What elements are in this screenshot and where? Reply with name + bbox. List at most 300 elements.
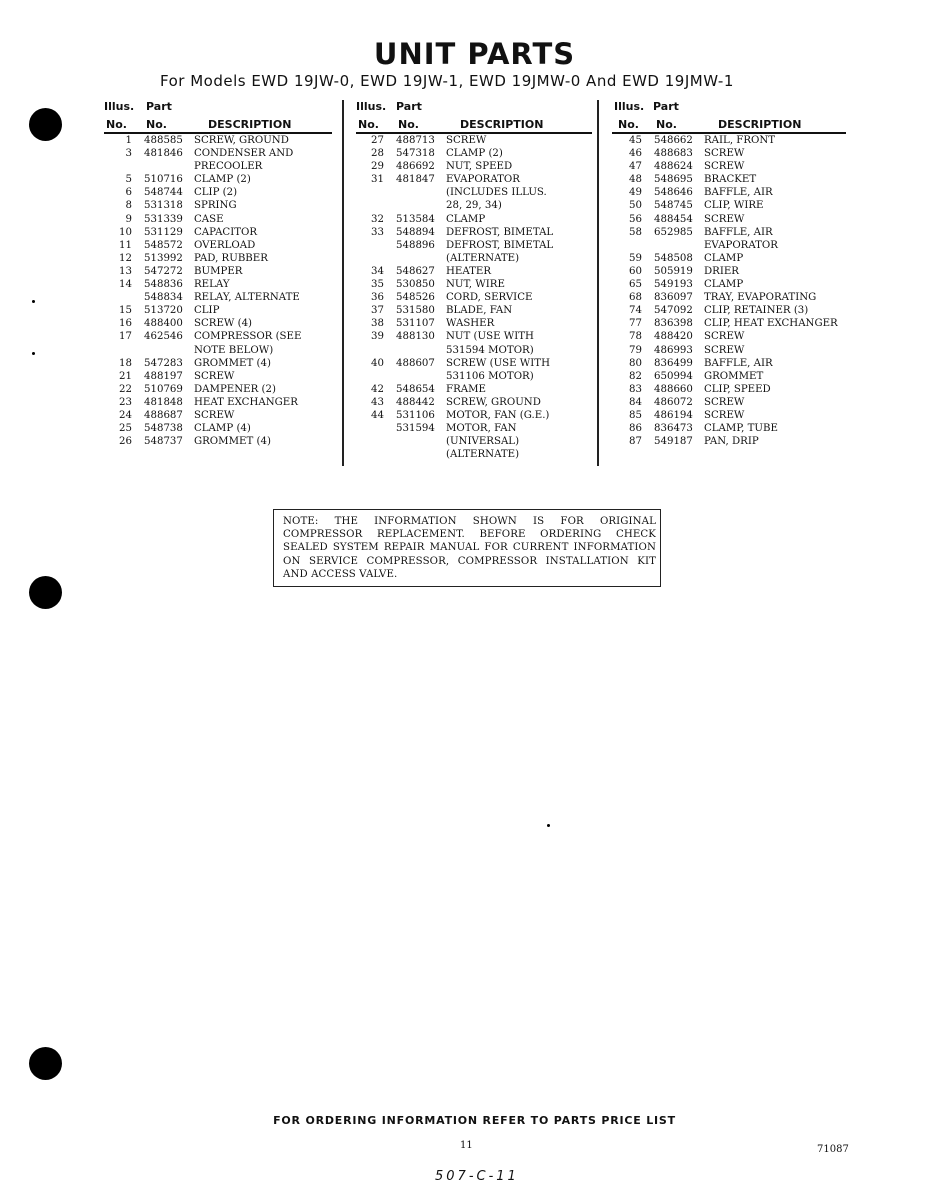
- part-description: SCREW: [446, 135, 487, 146]
- part-description: (ALTERNATE): [446, 252, 520, 264]
- illus-number: 47: [629, 161, 642, 173]
- part-description: CLAMP, TUBE: [704, 423, 778, 435]
- illus-number: 21: [119, 370, 132, 382]
- illus-number: 26: [119, 436, 132, 448]
- column-header: [104, 100, 332, 134]
- part-description: GROMMET (4): [194, 436, 271, 448]
- illus-number: 49: [629, 187, 642, 199]
- parts-row: [104, 160, 332, 173]
- parts-row: [356, 173, 592, 186]
- part-number: 486072: [654, 396, 693, 408]
- part-number: 531318: [144, 200, 183, 212]
- parts-row: [104, 357, 332, 370]
- part-description: CLAMP (2): [446, 148, 503, 160]
- part-number: 486194: [654, 409, 693, 421]
- page-number: 11: [460, 1140, 473, 1151]
- illus-number: 45: [629, 135, 642, 146]
- illus-number: 36: [371, 292, 384, 304]
- part-description: FRAME: [446, 383, 486, 395]
- parts-column-2: [356, 100, 592, 461]
- parts-row: [356, 213, 592, 226]
- part-description: NUT (USE WITH: [446, 331, 534, 343]
- parts-row: [612, 213, 848, 226]
- illus-number: 77: [629, 318, 642, 330]
- part-description: PRECOOLER: [194, 161, 263, 173]
- parts-row: [104, 265, 332, 278]
- parts-column-3: [612, 100, 848, 448]
- part-number: 650994: [654, 370, 693, 382]
- parts-rows: [356, 134, 592, 461]
- parts-row: [104, 370, 332, 383]
- illus-number: 43: [371, 396, 384, 408]
- part-description: PAN, DRIP: [704, 436, 759, 448]
- part-number: 488660: [654, 383, 693, 395]
- parts-row: [356, 134, 592, 147]
- illus-number: 34: [371, 265, 384, 277]
- part-description: HEAT EXCHANGER: [194, 396, 298, 408]
- illus-number: 22: [119, 383, 132, 395]
- part-number: 549187: [654, 436, 693, 448]
- part-description: RELAY: [194, 279, 230, 291]
- part-no-header: No.: [398, 118, 419, 131]
- illus-number: 16: [119, 318, 132, 330]
- parts-row: [356, 252, 592, 265]
- part-description: BAFFLE, AIR: [704, 187, 773, 199]
- part-number: 481848: [144, 396, 183, 408]
- parts-row: [612, 383, 848, 396]
- part-description: CORD, SERVICE: [446, 292, 533, 304]
- part-description: DRIER: [704, 265, 739, 277]
- illus-number: 37: [371, 305, 384, 317]
- illus-number: 5: [125, 174, 132, 186]
- parts-row: [356, 383, 592, 396]
- part-description: CLIP, SPEED: [704, 383, 771, 395]
- illus-no-header: No.: [106, 118, 127, 131]
- part-number: 549193: [654, 279, 693, 291]
- parts-row: [104, 396, 332, 409]
- scan-speck: [547, 824, 550, 827]
- part-number: 531339: [144, 213, 183, 225]
- parts-row: [612, 396, 848, 409]
- illus-header-top: Illus.: [356, 100, 387, 113]
- illus-number: 17: [119, 331, 132, 343]
- illus-no-header: No.: [618, 118, 639, 131]
- illus-number: 60: [629, 265, 642, 277]
- illus-number: 74: [629, 305, 642, 317]
- part-description: SCREW, GROUND: [194, 135, 289, 146]
- illus-no-header: No.: [358, 118, 379, 131]
- part-number: 513992: [144, 252, 183, 264]
- part-number: 510716: [144, 174, 183, 186]
- part-description: CLIP (2): [194, 187, 238, 199]
- illus-number: 24: [119, 409, 132, 421]
- part-description: RAIL, FRONT: [704, 135, 776, 146]
- illus-number: 84: [629, 396, 642, 408]
- part-description: CLAMP: [446, 213, 486, 225]
- illus-number: 13: [119, 265, 132, 277]
- scan-speck: [32, 300, 35, 303]
- parts-row: [104, 383, 332, 396]
- column-header: [612, 100, 848, 134]
- illus-number: 6: [125, 187, 132, 199]
- parts-row: [612, 186, 848, 199]
- column-divider: [342, 100, 344, 466]
- parts-row: [104, 134, 332, 147]
- part-number: 510769: [144, 383, 183, 395]
- part-number: 530850: [396, 279, 435, 291]
- parts-row: [612, 239, 848, 252]
- parts-row: [356, 370, 592, 383]
- parts-row: [104, 239, 332, 252]
- part-number: 488713: [396, 135, 435, 146]
- illus-number: 11: [119, 239, 132, 251]
- parts-row: [612, 291, 848, 304]
- part-number: 548834: [144, 292, 183, 304]
- parts-row: [356, 199, 592, 212]
- part-description: SCREW (USE WITH: [446, 357, 550, 369]
- part-number: 548662: [654, 135, 693, 146]
- part-description: SCREW: [704, 396, 745, 408]
- part-description: SCREW (4): [194, 318, 253, 330]
- part-description: BLADE, FAN: [446, 305, 513, 317]
- part-number: 548526: [396, 292, 435, 304]
- parts-row: [356, 344, 592, 357]
- illus-number: 31: [371, 174, 384, 186]
- parts-row: [104, 252, 332, 265]
- part-no-header: No.: [146, 118, 167, 131]
- part-number: 531107: [396, 318, 435, 330]
- part-description: SCREW: [194, 370, 235, 382]
- parts-row: [612, 160, 848, 173]
- part-description: BAFFLE, AIR: [704, 226, 773, 238]
- part-description: NOTE BELOW): [194, 344, 274, 356]
- illus-number: 83: [629, 383, 642, 395]
- part-number: 531129: [144, 226, 183, 238]
- part-description: BAFFLE, AIR: [704, 357, 773, 369]
- parts-row: [612, 435, 848, 448]
- illus-number: 65: [629, 279, 642, 291]
- illus-number: 39: [371, 331, 384, 343]
- parts-row: [356, 357, 592, 370]
- illus-number: 28: [371, 148, 384, 160]
- parts-row: [356, 278, 592, 291]
- illus-number: 23: [119, 396, 132, 408]
- part-description: (INCLUDES ILLUS.: [446, 187, 547, 199]
- illus-number: 68: [629, 292, 642, 304]
- part-number: 836473: [654, 423, 693, 435]
- part-number: 513720: [144, 305, 183, 317]
- part-number: 548894: [396, 226, 435, 238]
- parts-row: [104, 278, 332, 291]
- description-header: DESCRIPTION: [718, 118, 802, 131]
- part-no-header: No.: [656, 118, 677, 131]
- part-description: SCREW: [704, 213, 745, 225]
- compressor-note: NOTE: THE INFORMATION SHOWN IS FOR ORIGINAL COMPRESSOR REPLACEMENT. BEFORE ORDERING CHECK SEALED SYSTEM REPAIR MANUAL FOR CURRENT INFORMATION ON SERVICE COMPRESSOR, COMPRESSOR INSTALLATION KIT AND ACCESS VALVE.: [273, 509, 661, 587]
- part-number: 836398: [654, 318, 693, 330]
- illus-number: 80: [629, 357, 642, 369]
- ordering-footer: FOR ORDERING INFORMATION REFER TO PARTS PRICE LIST: [273, 1114, 676, 1127]
- part-number: 481847: [396, 174, 435, 186]
- part-description: EVAPORATOR: [446, 174, 520, 186]
- part-description: SCREW: [704, 161, 745, 173]
- illus-number: 38: [371, 318, 384, 330]
- illus-number: 48: [629, 174, 642, 186]
- part-number: 548738: [144, 423, 183, 435]
- part-number: 548572: [144, 239, 183, 251]
- parts-row: [356, 409, 592, 422]
- illus-number: 46: [629, 148, 642, 160]
- parts-row: [612, 304, 848, 317]
- part-header-top: Part: [653, 100, 679, 113]
- description-header: DESCRIPTION: [460, 118, 544, 131]
- part-description: BRACKET: [704, 174, 757, 186]
- illus-number: 25: [119, 423, 132, 435]
- illus-number: 87: [629, 436, 642, 448]
- parts-row: [104, 291, 332, 304]
- parts-row: [356, 265, 592, 278]
- parts-row: [612, 370, 848, 383]
- part-description: 531594 MOTOR): [446, 344, 534, 356]
- parts-rows: [612, 134, 848, 448]
- part-description: (ALTERNATE): [446, 449, 520, 461]
- parts-row: [104, 199, 332, 212]
- scan-speck: [32, 352, 35, 355]
- part-number: 547272: [144, 265, 183, 277]
- models-subtitle: For Models EWD 19JW-0, EWD 19JW-1, EWD 19JMW-0 And EWD 19JMW-1: [160, 72, 734, 90]
- part-description: EVAPORATOR: [704, 239, 778, 251]
- part-description: NUT, SPEED: [446, 161, 513, 173]
- parts-row: [104, 147, 332, 160]
- binder-hole-2: [29, 576, 62, 609]
- part-number: 481846: [144, 148, 183, 160]
- part-description: RELAY, ALTERNATE: [194, 292, 300, 304]
- part-description: WASHER: [446, 318, 495, 330]
- part-description: CLIP, HEAT EXCHANGER: [704, 318, 838, 330]
- illus-number: 79: [629, 344, 642, 356]
- parts-row: [104, 317, 332, 330]
- parts-row: [612, 422, 848, 435]
- illus-number: 32: [371, 213, 384, 225]
- part-description: 531106 MOTOR): [446, 370, 534, 382]
- parts-row: [104, 213, 332, 226]
- parts-row: [612, 252, 848, 265]
- part-description: PAD, RUBBER: [194, 252, 268, 264]
- part-description: CLIP, WIRE: [704, 200, 764, 212]
- parts-row: [356, 160, 592, 173]
- part-description: CLAMP (4): [194, 423, 251, 435]
- part-description: SCREW: [704, 409, 745, 421]
- parts-row: [612, 265, 848, 278]
- part-number: 547283: [144, 357, 183, 369]
- illus-number: 44: [371, 409, 384, 421]
- parts-row: [104, 409, 332, 422]
- description-header: DESCRIPTION: [208, 118, 292, 131]
- parts-row: [356, 291, 592, 304]
- part-description: DAMPENER (2): [194, 383, 276, 395]
- part-number: 488442: [396, 396, 435, 408]
- part-number: 513584: [396, 213, 435, 225]
- illus-number: 33: [371, 226, 384, 238]
- parts-row: [612, 173, 848, 186]
- part-description: TRAY, EVAPORATING: [704, 292, 817, 304]
- parts-row: [104, 422, 332, 435]
- parts-row: [104, 173, 332, 186]
- parts-row: [612, 134, 848, 147]
- part-description: CLIP: [194, 305, 220, 317]
- illus-number: 9: [125, 213, 132, 225]
- illus-number: 12: [119, 252, 132, 264]
- part-description: DEFROST, BIMETAL: [446, 226, 554, 238]
- part-number: 505919: [654, 265, 693, 277]
- part-description: CLIP, RETAINER (3): [704, 305, 809, 317]
- parts-row: [104, 344, 332, 357]
- part-number: 548508: [654, 252, 693, 264]
- parts-row: [612, 344, 848, 357]
- part-number: 488607: [396, 357, 435, 369]
- parts-rows: [104, 134, 332, 448]
- part-description: BUMPER: [194, 265, 243, 277]
- part-description: CLAMP: [704, 279, 744, 291]
- part-description: SPRING: [194, 200, 237, 212]
- parts-row: [356, 435, 592, 448]
- part-description: HEATER: [446, 265, 492, 277]
- parts-row: [356, 147, 592, 160]
- parts-row: [356, 330, 592, 343]
- parts-row: [104, 435, 332, 448]
- parts-row: [356, 448, 592, 461]
- part-description: OVERLOAD: [194, 239, 256, 251]
- part-number: 488687: [144, 409, 183, 421]
- illus-number: 14: [119, 279, 132, 291]
- part-number: 531106: [396, 409, 435, 421]
- part-number: 488624: [654, 161, 693, 173]
- part-description: SCREW: [704, 148, 745, 160]
- part-description: DEFROST, BIMETAL: [446, 239, 554, 251]
- illus-number: 82: [629, 370, 642, 382]
- illus-number: 35: [371, 279, 384, 291]
- illus-number: 27: [371, 135, 384, 146]
- part-number: 486692: [396, 161, 435, 173]
- parts-row: [356, 422, 592, 435]
- part-description: COMPRESSOR (SEE: [194, 331, 302, 343]
- part-number: 488197: [144, 370, 183, 382]
- part-description: GROMMET: [704, 370, 764, 382]
- parts-row: [104, 330, 332, 343]
- illus-number: 3: [125, 148, 132, 160]
- part-number: 652985: [654, 226, 693, 238]
- part-number: 836097: [654, 292, 693, 304]
- part-description: SCREW: [704, 331, 745, 343]
- part-header-top: Part: [396, 100, 422, 113]
- part-number: 547318: [396, 148, 435, 160]
- part-description: CLAMP (2): [194, 174, 251, 186]
- part-description: (UNIVERSAL): [446, 436, 520, 448]
- illus-number: 40: [371, 357, 384, 369]
- parts-row: [612, 199, 848, 212]
- illus-number: 50: [629, 200, 642, 212]
- parts-row: [356, 239, 592, 252]
- parts-row: [104, 186, 332, 199]
- part-number: 836499: [654, 357, 693, 369]
- part-description: GROMMET (4): [194, 357, 271, 369]
- part-number: 531580: [396, 305, 435, 317]
- part-number: 548646: [654, 187, 693, 199]
- parts-column-1: [104, 100, 332, 448]
- part-number: 547092: [654, 305, 693, 317]
- illus-number: 78: [629, 331, 642, 343]
- part-number: 548745: [654, 200, 693, 212]
- part-description: CAPACITOR: [194, 226, 258, 238]
- parts-row: [356, 317, 592, 330]
- illus-number: 56: [629, 213, 642, 225]
- parts-row: [612, 226, 848, 239]
- parts-row: [356, 186, 592, 199]
- part-description: SCREW: [194, 409, 235, 421]
- part-number: 548737: [144, 436, 183, 448]
- part-description: CONDENSER AND: [194, 148, 294, 160]
- part-number: 548627: [396, 265, 435, 277]
- part-number: 548744: [144, 187, 183, 199]
- parts-row: [356, 396, 592, 409]
- part-header-top: Part: [146, 100, 172, 113]
- part-number: 548654: [396, 383, 435, 395]
- binder-hole-1: [29, 108, 62, 141]
- part-number: 488130: [396, 331, 435, 343]
- document-number: 71087: [817, 1144, 849, 1155]
- illus-number: 1: [125, 135, 132, 146]
- part-number: 486993: [654, 344, 693, 356]
- part-description: MOTOR, FAN: [446, 423, 517, 435]
- page-title: UNIT PARTS: [373, 37, 576, 71]
- illus-number: 15: [119, 305, 132, 317]
- part-number: 488454: [654, 213, 693, 225]
- part-description: CASE: [194, 213, 224, 225]
- part-number: 462546: [144, 331, 183, 343]
- part-description: CLAMP: [704, 252, 744, 264]
- illus-number: 86: [629, 423, 642, 435]
- part-description: MOTOR, FAN (G.E.): [446, 409, 550, 421]
- handwritten-code: 507-C-11: [435, 1169, 519, 1184]
- illus-header-top: Illus.: [614, 100, 645, 113]
- parts-row: [356, 304, 592, 317]
- part-number: 548695: [654, 174, 693, 186]
- part-description: 28, 29, 34): [446, 200, 502, 212]
- parts-row: [104, 226, 332, 239]
- illus-number: 85: [629, 409, 642, 421]
- part-number: 488585: [144, 135, 183, 146]
- part-number: 531594: [396, 423, 435, 435]
- part-number: 548896: [396, 239, 435, 251]
- part-description: SCREW: [704, 344, 745, 356]
- part-number: 488400: [144, 318, 183, 330]
- part-description: SCREW, GROUND: [446, 396, 541, 408]
- parts-row: [612, 147, 848, 160]
- parts-row: [612, 409, 848, 422]
- part-description: NUT, WIRE: [446, 279, 505, 291]
- part-number: 548836: [144, 279, 183, 291]
- part-number: 488420: [654, 331, 693, 343]
- illus-number: 10: [119, 226, 132, 238]
- parts-row: [612, 357, 848, 370]
- illus-number: 29: [371, 161, 384, 173]
- parts-row: [612, 317, 848, 330]
- parts-row: [356, 226, 592, 239]
- illus-number: 59: [629, 252, 642, 264]
- binder-hole-3: [29, 1047, 62, 1080]
- part-number: 488683: [654, 148, 693, 160]
- illus-number: 58: [629, 226, 642, 238]
- illus-number: 18: [119, 357, 132, 369]
